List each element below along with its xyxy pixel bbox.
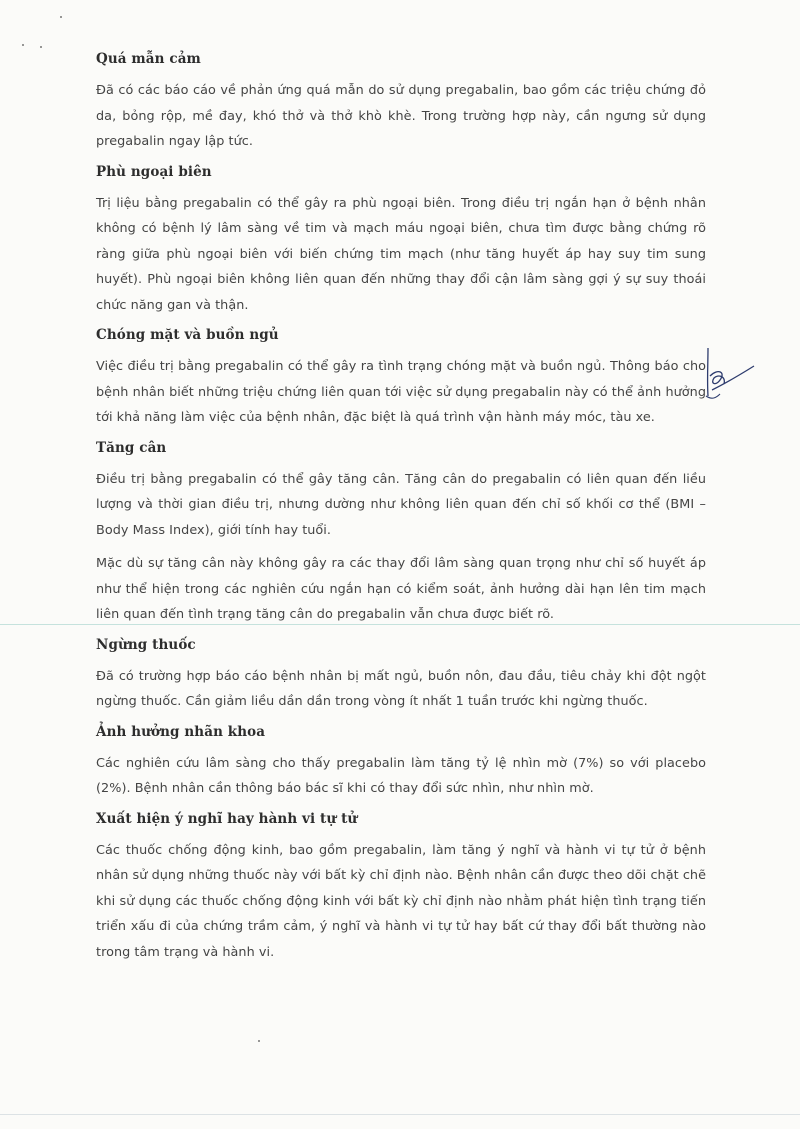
section-paragraph: Đã có trường hợp báo cáo bệnh nhân bị mất ngủ, buồn nôn, đau đầu, tiêu chảy khi đột ngột ngừng thuốc. Cần giảm liều dần dần trong vòng ít nhất 1 tuần trước khi ngừng thuốc. (96, 668, 706, 709)
scan-artifact-line (0, 1114, 800, 1115)
section-paragraph: Việc điều trị bằng pregabalin có thể gây ra tình trạng chóng mặt và buồn ngủ. Thông báo cho bệnh nhân biết những triệu chứng liên quan tới việc sử dụng pregabalin này có thể ảnh hưởng tới khả năng làm việc của bệnh nhân, đặc biệt là quá trình vận hành máy móc, tàu xe. (96, 359, 706, 425)
section-weight-gain (96, 439, 706, 628)
section-peripheral-edema (96, 163, 706, 319)
section-paragraph: Trị liệu bằng pregabalin có thể gây ra phù ngoại biên. Trong điều trị ngắn hạn ở bệnh nhân không có bệnh lý lâm sàng về tim và mạch máu ngoại biên, chưa tìm được bằng chứng rõ ràng giữa phù ngoại biên với biến chứng tim mạch (như tăng huyết áp hay suy tim sung huyết). Phù ngoại biên không liên quan đến những thay đổi cận lâm sàng gợi ý sự suy thoái chức năng gan và thận. (96, 195, 706, 313)
section-heading: Ngừng thuốc (96, 636, 196, 653)
section-heading: Chóng mặt và buồn ngủ (96, 327, 279, 343)
section-paragraph: Các thuốc chống động kinh, bao gồm pregabalin, làm tăng ý nghĩ và hành vi tự tử ở bệnh nhân sử dụng những thuốc này với bất kỳ chỉ định nào. Bệnh nhân cần được theo dõi chặt chẽ khi sử dụng các thuốc chống động kinh với bất kỳ chỉ định nào nhằm phát hiện tình trạng tiến triển xấu đi của chứng trầm cảm, ý nghĩ và hành vi tự tử hay bất cứ thay đổi bất thường nào trong tâm trạng và hành vi. (96, 842, 706, 960)
scan-speck (40, 46, 42, 48)
section-paragraph: Mặc dù sự tăng cân này không gây ra các thay đổi lâm sàng quan trọng như chỉ số huyết áp như thể hiện trong các nghiên cứu ngắn hạn có kiểm soát, ảnh hưởng dài hạn lên tim mạch liên quan đến tình trạng tăng cân do pregabalin vẫn chưa được biết rõ. (96, 556, 706, 622)
section-paragraph: Điều trị bằng pregabalin có thể gây tăng cân. Tăng cân do pregabalin có liên quan đến liều lượng và thời gian điều trị, nhưng dường như không liên quan đến chỉ số khối cơ thể (BMI – Body Mass Index), giới tính hay tuổi. (96, 471, 706, 538)
section-heading: Tăng cân (96, 439, 167, 456)
section-heading: Quá mẫn cảm (96, 51, 201, 67)
document-body (96, 50, 706, 973)
handwritten-signature (696, 346, 758, 410)
section-paragraph: Các nghiên cứu lâm sàng cho thấy pregabalin làm tăng tỷ lệ nhìn mờ (7%) so với placebo (2%). Bệnh nhân cần thông báo bác sĩ khi có thay đổi sức nhìn, như nhìn mờ. (96, 755, 706, 796)
section-discontinuation (96, 636, 706, 715)
scan-speck (258, 1040, 260, 1042)
section-paragraph: Đã có các báo cáo về phản ứng quá mẫn do sử dụng pregabalin, bao gồm các triệu chứng đỏ da, bỏng rộp, mề đay, khó thở và thở khò khè. Trong trường hợp này, cần ngưng sử dụng pregabalin ngay lập tức. (96, 83, 706, 149)
scan-speck (60, 16, 62, 18)
section-heading: Phù ngoại biên (96, 163, 212, 180)
section-dizziness (96, 326, 706, 431)
section-ophthalmic (96, 723, 706, 802)
scan-speck (22, 44, 24, 46)
section-hypersensitivity (96, 50, 706, 155)
section-heading: Xuất hiện ý nghĩ hay hành vi tự tử (96, 810, 358, 827)
section-suicidal-ideation (96, 810, 706, 966)
section-heading: Ảnh hưởng nhãn khoa (96, 723, 266, 740)
